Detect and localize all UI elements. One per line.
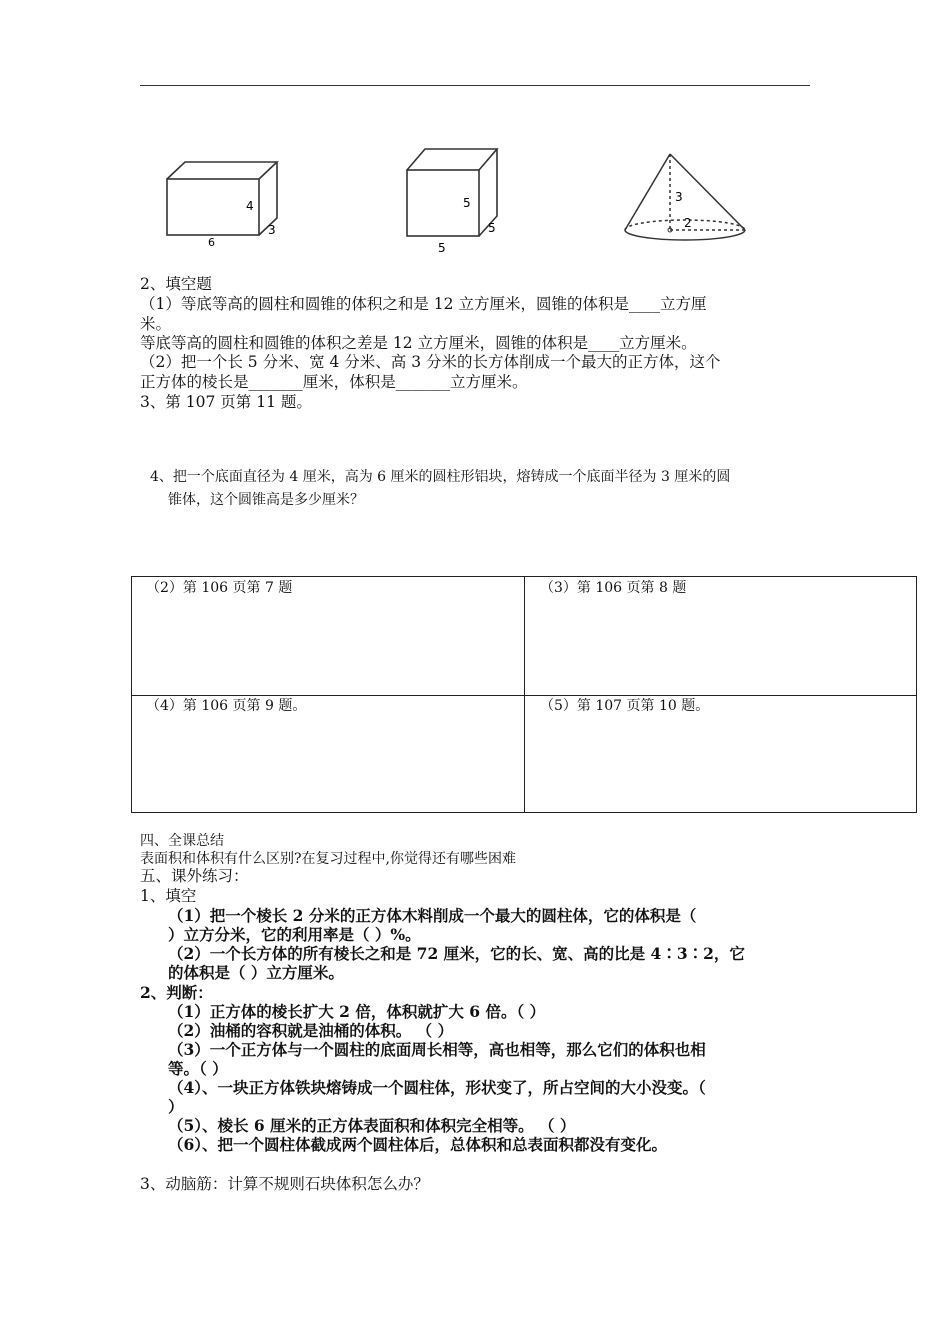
fill-title: 1、填空 [140, 887, 197, 905]
cuboid-length-label: 6 [208, 236, 215, 249]
judge-item: （2）油桶的容积就是油桶的体积。 （ ） [168, 1021, 454, 1040]
cuboid-height-label: 4 [246, 199, 254, 213]
fill-q1-line1: （1）等底等高的圆柱和圆锥的体积之和是 12 立方厘米，圆锥的体积是____立方厘 [140, 295, 707, 313]
section4-line1: 4、把一个底面直径为 4 厘米，高为 6 厘米的圆柱形铝块，熔铸成一个底面半径为 3 厘米的圆 [150, 469, 731, 485]
judge-item: （4）、一块正方体铁块熔铸成一个圆柱体，形状变了，所占空间的大小没变。（ [168, 1078, 706, 1097]
cuboid-width-label: 3 [268, 223, 276, 237]
table-cell: （4）第 106 页第 9 题。 [146, 698, 307, 714]
homework-fill-line: （2）一个长方体的所有棱长之和是 72 厘米，它的长、宽、高的比是 4∶3∶2，它 [168, 944, 745, 963]
section4-question [150, 466, 815, 512]
table-cell: （5）第 107 页第 10 题。 [540, 698, 710, 714]
summary-title: 四、全课总结 [140, 833, 224, 849]
judge-item: （1）正方体的棱长扩大 2 倍，体积就扩大 6 倍。（ ） [168, 1002, 546, 1021]
cone-height-label: 3 [675, 190, 683, 204]
section4-line2: 锥体，这个圆锥高是多少厘米？ [168, 492, 364, 508]
judge-item: （3）一个正方体与一个圆柱的底面周长相等，高也相等，那么它们的体积也相 [168, 1040, 706, 1059]
section3-text: 3、第 107 页第 11 题。 [140, 393, 312, 411]
homework-title: 五、课外练习： [140, 867, 249, 885]
cuboid-figure [160, 152, 290, 252]
cube-edge-depth-label: 5 [488, 221, 496, 235]
judge-item: （5）、棱长 6 厘米的正方体表面积和体积完全相等。 （ ） [168, 1116, 576, 1135]
think-question: 3、动脑筋：计算不规则石块体积怎么办？ [140, 1175, 429, 1193]
header-rule [140, 85, 810, 86]
cube-edge-right-label: 5 [463, 196, 471, 210]
cube-edge-bottom-label: 5 [438, 241, 446, 255]
judge-item: 等。（ ） [168, 1059, 228, 1078]
cone-radius-label: 2 [684, 216, 692, 230]
cube-figure [400, 146, 505, 258]
fill-q1-line2: 米。 [140, 315, 172, 333]
homework-fill-line: ）立方分米，它的利用率是（ ）%。 [168, 925, 421, 944]
homework-fill-line: （1）把一个棱长 2 分米的正方体木料削成一个最大的圆柱体，它的体积是（ [168, 906, 697, 925]
table-cell: （3）第 106 页第 8 题 [540, 580, 687, 596]
cone-figure [618, 150, 750, 250]
judge-title: 2、判断： [140, 983, 213, 1002]
section2-title: 2、填空题 [140, 275, 212, 293]
judge-item: ） [168, 1097, 184, 1116]
judge-item: （6）、把一个圆柱体截成两个圆柱体后，总体积和总表面积都没有变化。 [168, 1135, 668, 1154]
exercise-table [131, 576, 917, 813]
fill-q2-line1: （2）把一个长 5 分米、宽 4 分米、高 3 分米的长方体削成一个最大的正方体，这个 [140, 353, 721, 371]
table-cell: （2）第 106 页第 7 题 [146, 580, 293, 596]
fill-q1-line3: 等底等高的圆柱和圆锥的体积之差是 12 立方厘米，圆锥的体积是____立方厘米。 [140, 334, 697, 352]
fill-q2-line2: 正方体的棱长是_______厘米，体积是_______立方厘米。 [140, 373, 528, 391]
summary-question: 表面积和体积有什么区别?在复习过程中,你觉得还有哪些困难 [140, 851, 516, 867]
homework-fill-line: 的体积是（ ）立方厘米。 [168, 963, 344, 982]
